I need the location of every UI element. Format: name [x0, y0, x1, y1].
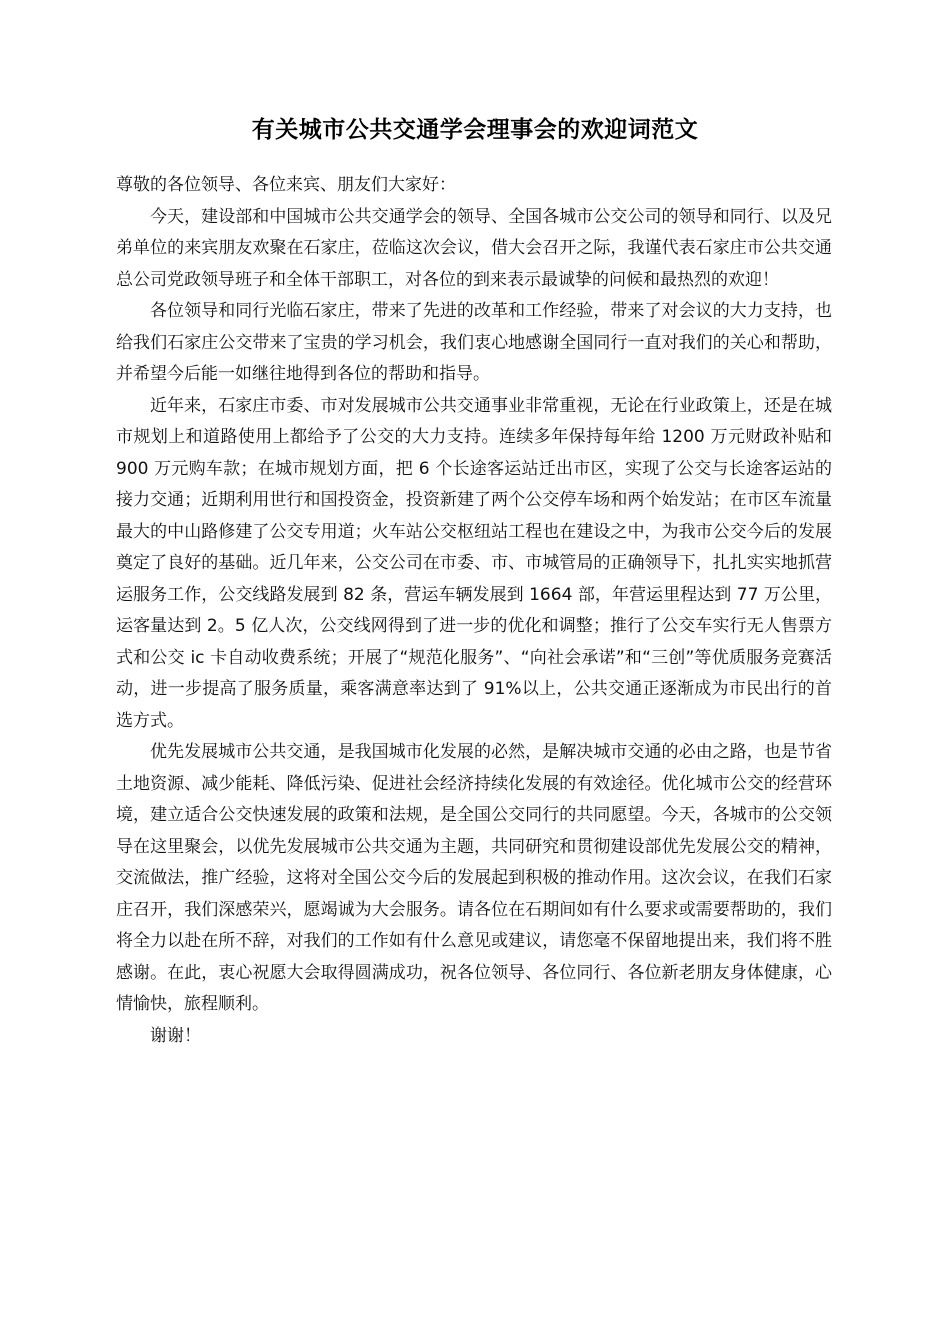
- greeting-line: 尊敬的各位领导、各位来宾、朋友们大家好：: [116, 175, 456, 195]
- paragraph-priority-development: 优先发展城市公共交通，是我国城市化发展的必然，是解决城市交通的必由之路，也是节省土地资源、减少能耗、降低污染、促进社会经济持续化发展的有效途径。优化城市公交的经营环境，建立适合公交快速发展的政策和法规，是全国公交同行的共同愿望。今天，各城市的公交领导在这里聚会，以优先发展城市公共交通为主题，共同研究和贯彻建设部优先发展公交的精神，交流做法，推广经验，这将对全国公交今后的发展起到积极的推动作用。这次会议，在我们石家庄召开，我们深感荣兴，愿竭诚为大会服务。请各位在石期间如有什么要求或需要帮助的，我们将全力以赴在所不辞，对我们的工作如有什么意见或建议，请您毫不保留地提出来，我们将不胜感谢。在此，衷心祝愿大会取得圆满成功，祝各位领导、各位同行、各位新老朋友身体健康，心情愉快，旅程顺利。: [116, 742, 832, 1014]
- paragraph-achievements: 近年来，石家庄市委、市对发展城市公共交通事业非常重视，无论在行业政策上，还是在城市规划上和道路使用上都给予了公交的大力支持。连续多年保持每年给 1200 万元财政补贴和 900 万元购车款；在城市规划方面，把 6 个长途客运站迁出市区，实现了公交与长途客运站的接力交通；近期利用世行和国投资金，投资新建了两个公交停车场和两个始发站；在市区车流量最大的中山路修建了公交专用道；火车站公交枢纽站工程也在建设之中，为我市公交今后的发展奠定了良好的基础。近几年来，公交公司在市委、市、市城管局的正确领导下，扎扎实实地抓营运服务工作，公交线路发展到 82 条，营运车辆发展到 1664 部，年营运里程达到 77 万公里，运客量达到 2。5 亿人次，公交线网得到了进一步的优化和调整；推行了公交车实行无人售票方式和公交 ic 卡自动收费系统；开展了“规范化服务”、“向社会承诺”和“三创”等优质服务竞赛活动，进一步提高了服务质量，乘客满意率达到了 91%以上，公共交通正逐渐成为市民出行的首选方式。: [116, 395, 832, 731]
- paragraph-thanks: 各位领导和同行光临石家庄，带来了先进的改革和工作经验，带来了对会议的大力支持，也给我们石家庄公交带来了宝贵的学习机会，我们衷心地感谢全国同行一直对我们的关心和帮助，并希望今后能一如继往地得到各位的帮助和指导。: [116, 301, 832, 384]
- paragraph-welcome: 今天，建设部和中国城市公共交通学会的领导、全国各城市公交公司的领导和同行、以及兄弟单位的来宾朋友欢聚在石家庄，莅临这次会议，借大会召开之际，我谨代表石家庄市公共交通总公司党政领导班子和全体干部职工，对各位的到来表示最诚挚的问候和最热烈的欢迎！: [116, 206, 832, 290]
- paragraph-closing: 谢谢！: [150, 1025, 201, 1046]
- document-title: 有关城市公共交通学会理事会的欢迎词范文: [251, 117, 699, 143]
- document-body: [116, 170, 832, 1052]
